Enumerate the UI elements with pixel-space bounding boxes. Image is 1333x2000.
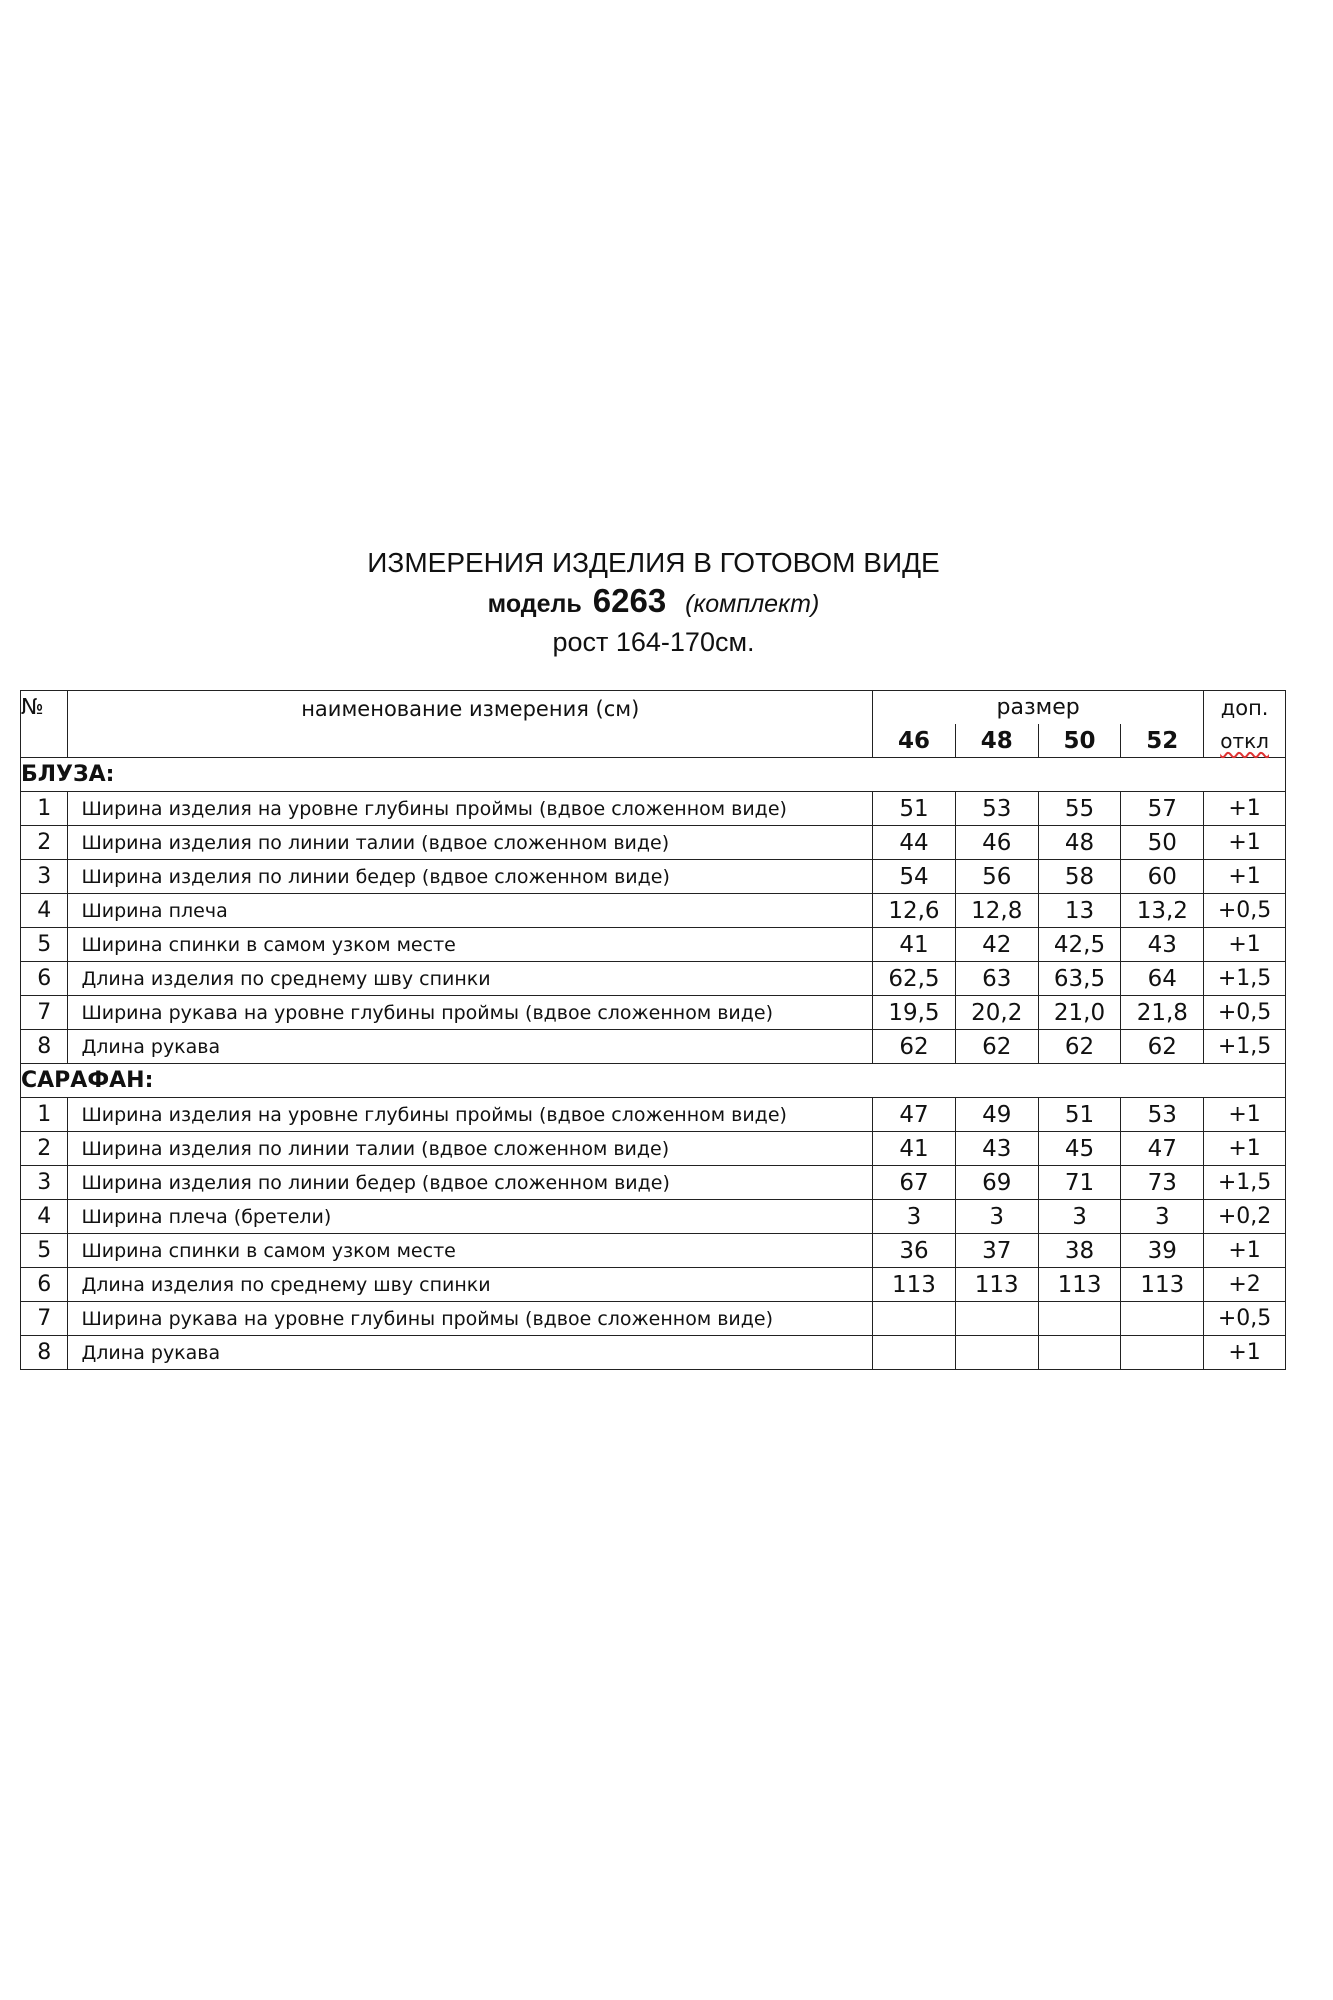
tolerance-value: +1: [1204, 1132, 1286, 1166]
size-value: 113: [955, 1268, 1038, 1302]
table-row: [21, 996, 1286, 1030]
measurement-name: Ширина плеча: [68, 894, 873, 928]
size-value: 48: [1038, 826, 1121, 860]
size-value: 73: [1121, 1166, 1204, 1200]
row-number: 5: [21, 1234, 68, 1268]
size-value: 3: [1038, 1200, 1121, 1234]
size-value: [873, 1302, 956, 1336]
measurement-name: Ширина рукава на уровне глубины проймы (вдвое сложенном виде): [68, 996, 873, 1030]
tolerance-value: +1: [1204, 792, 1286, 826]
tolerance-value: +0,5: [1204, 894, 1286, 928]
header-size: 46: [873, 724, 956, 758]
size-value: 71: [1038, 1166, 1121, 1200]
header-size: 52: [1121, 724, 1204, 758]
measurement-name: Ширина спинки в самом узком месте: [68, 928, 873, 962]
size-value: 43: [1121, 928, 1204, 962]
model-number: 6263: [592, 582, 667, 619]
measurement-name: Ширина изделия на уровне глубины проймы (вдвое сложенном виде): [68, 1098, 873, 1132]
tolerance-value: +1,5: [1204, 1030, 1286, 1064]
row-number: 1: [21, 1098, 68, 1132]
tolerance-value: +0,2: [1204, 1200, 1286, 1234]
measurement-name: Длина изделия по среднему шву спинки: [68, 1268, 873, 1302]
size-value: 41: [873, 928, 956, 962]
size-value: [1038, 1336, 1121, 1370]
row-number: 1: [21, 792, 68, 826]
model-label: модель: [487, 590, 582, 618]
size-value: 69: [955, 1166, 1038, 1200]
row-number: 7: [21, 996, 68, 1030]
size-value: 50: [1121, 826, 1204, 860]
table-header-row: [21, 691, 1286, 725]
header-number: №: [21, 691, 68, 758]
size-value: [873, 1336, 956, 1370]
tolerance-value: +1: [1204, 826, 1286, 860]
section-title: САРАФАН:: [21, 1064, 1286, 1098]
size-value: [1121, 1336, 1204, 1370]
size-value: 60: [1121, 860, 1204, 894]
size-value: [955, 1302, 1038, 1336]
document-heading: [0, 545, 1307, 660]
table-row: [21, 1336, 1286, 1370]
tolerance-value: +1: [1204, 1098, 1286, 1132]
row-number: 2: [21, 1132, 68, 1166]
height-range: рост 164-170см.: [552, 627, 755, 657]
table-row: [21, 894, 1286, 928]
measurement-name: Ширина изделия по линии бедер (вдвое сложенном виде): [68, 860, 873, 894]
section-row: [21, 1064, 1286, 1098]
size-value: 53: [1121, 1098, 1204, 1132]
row-number: 5: [21, 928, 68, 962]
size-value: 51: [873, 792, 956, 826]
size-value: [1038, 1302, 1121, 1336]
table-row: [21, 1132, 1286, 1166]
size-value: 12,6: [873, 894, 956, 928]
row-number: 4: [21, 894, 68, 928]
tolerance-value: +1: [1204, 928, 1286, 962]
size-value: 54: [873, 860, 956, 894]
measurement-name: Ширина изделия по линии талии (вдвое сложенном виде): [68, 1132, 873, 1166]
size-value: 55: [1038, 792, 1121, 826]
size-value: 21,0: [1038, 996, 1121, 1030]
size-value: 36: [873, 1234, 956, 1268]
row-number: 7: [21, 1302, 68, 1336]
size-value: 37: [955, 1234, 1038, 1268]
model-kind: (комплект): [685, 590, 820, 618]
row-number: 6: [21, 1268, 68, 1302]
size-value: 113: [873, 1268, 956, 1302]
size-value: 39: [1121, 1234, 1204, 1268]
row-number: 2: [21, 826, 68, 860]
tolerance-value: +0,5: [1204, 1302, 1286, 1336]
size-value: 44: [873, 826, 956, 860]
table-row: [21, 1200, 1286, 1234]
size-value: 53: [955, 792, 1038, 826]
size-value: [955, 1336, 1038, 1370]
size-value: 62: [873, 1030, 956, 1064]
table-row: [21, 1302, 1286, 1336]
size-value: 42,5: [1038, 928, 1121, 962]
row-number: 4: [21, 1200, 68, 1234]
size-value: 49: [955, 1098, 1038, 1132]
size-value: 46: [955, 826, 1038, 860]
measurement-table: [20, 690, 1286, 1370]
header-tolerance-text: откл: [1220, 728, 1269, 753]
header-size-group: размер: [873, 691, 1204, 725]
size-value: 47: [873, 1098, 956, 1132]
size-value: 67: [873, 1166, 956, 1200]
tolerance-value: +1,5: [1204, 1166, 1286, 1200]
size-value: 3: [1121, 1200, 1204, 1234]
size-value: 57: [1121, 792, 1204, 826]
section-title: БЛУЗА:: [21, 758, 1286, 792]
table-row: [21, 1098, 1286, 1132]
row-number: 8: [21, 1336, 68, 1370]
size-value: 12,8: [955, 894, 1038, 928]
size-value: 113: [1038, 1268, 1121, 1302]
row-number: 6: [21, 962, 68, 996]
size-value: 62: [1038, 1030, 1121, 1064]
measurement-name: Ширина рукава на уровне глубины проймы (вдвое сложенном виде): [68, 1302, 873, 1336]
row-number: 3: [21, 860, 68, 894]
header-tolerance-top: доп.: [1204, 691, 1286, 725]
size-value: 58: [1038, 860, 1121, 894]
size-value: 38: [1038, 1234, 1121, 1268]
table-row: [21, 860, 1286, 894]
measurement-name: Ширина изделия по линии талии (вдвое сложенном виде): [68, 826, 873, 860]
size-value: 3: [873, 1200, 956, 1234]
size-value: 45: [1038, 1132, 1121, 1166]
tolerance-value: +0,5: [1204, 996, 1286, 1030]
size-value: 19,5: [873, 996, 956, 1030]
section-row: [21, 758, 1286, 792]
size-value: 62: [1121, 1030, 1204, 1064]
table-row: [21, 962, 1286, 996]
table-row: [21, 1268, 1286, 1302]
tolerance-value: +1: [1204, 1234, 1286, 1268]
size-value: 62: [955, 1030, 1038, 1064]
header-size: 50: [1038, 724, 1121, 758]
size-value: 113: [1121, 1268, 1204, 1302]
size-value: 56: [955, 860, 1038, 894]
table-row: [21, 1234, 1286, 1268]
table-row: [21, 792, 1286, 826]
tolerance-value: +1: [1204, 860, 1286, 894]
header-measurement-name: наименование измерения (см): [68, 691, 873, 758]
size-value: 63: [955, 962, 1038, 996]
measurement-name: Ширина плеча (бретели): [68, 1200, 873, 1234]
size-value: 42: [955, 928, 1038, 962]
measurement-name: Длина рукава: [68, 1030, 873, 1064]
table-row: [21, 826, 1286, 860]
row-number: 3: [21, 1166, 68, 1200]
tolerance-value: +1: [1204, 1336, 1286, 1370]
page-title: ИЗМЕРЕНИЯ ИЗДЕЛИЯ В ГОТОВОМ ВИДЕ: [367, 547, 940, 578]
row-number: 8: [21, 1030, 68, 1064]
size-value: 62,5: [873, 962, 956, 996]
size-value: 63,5: [1038, 962, 1121, 996]
size-value: [1121, 1302, 1204, 1336]
size-value: 64: [1121, 962, 1204, 996]
tolerance-value: +2: [1204, 1268, 1286, 1302]
size-value: 51: [1038, 1098, 1121, 1132]
measurement-name: Длина изделия по среднему шву спинки: [68, 962, 873, 996]
size-value: 20,2: [955, 996, 1038, 1030]
header-tolerance-bottom: [1204, 724, 1286, 758]
measurement-name: Длина рукава: [68, 1336, 873, 1370]
size-value: 13,2: [1121, 894, 1204, 928]
tolerance-value: +1,5: [1204, 962, 1286, 996]
table-row: [21, 1166, 1286, 1200]
header-size: 48: [955, 724, 1038, 758]
model-line: [0, 583, 1307, 622]
measurement-name: Ширина спинки в самом узком месте: [68, 1234, 873, 1268]
size-value: 41: [873, 1132, 956, 1166]
table-row: [21, 1030, 1286, 1064]
size-value: 47: [1121, 1132, 1204, 1166]
size-value: 21,8: [1121, 996, 1204, 1030]
measurement-name: Ширина изделия по линии бедер (вдвое сложенном виде): [68, 1166, 873, 1200]
size-value: 13: [1038, 894, 1121, 928]
size-value: 3: [955, 1200, 1038, 1234]
table-row: [21, 928, 1286, 962]
size-value: 43: [955, 1132, 1038, 1166]
measurement-name: Ширина изделия на уровне глубины проймы (вдвое сложенном виде): [68, 792, 873, 826]
